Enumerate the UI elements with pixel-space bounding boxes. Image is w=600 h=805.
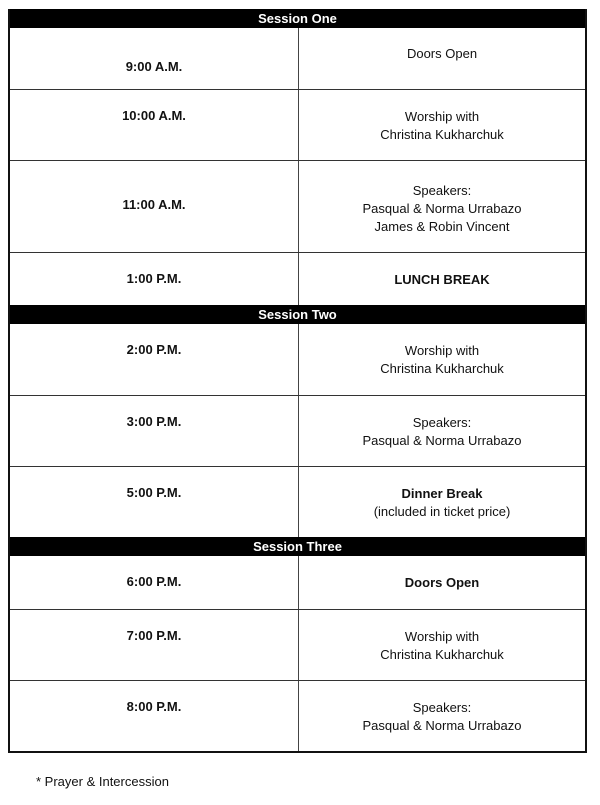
description-cell <box>299 90 585 160</box>
session-header: Session Three <box>10 537 585 556</box>
time-cell: 11:00 A.M. <box>10 161 299 252</box>
session-header: Session Two <box>10 305 585 324</box>
description-cell <box>299 161 585 252</box>
schedule-row <box>10 680 585 751</box>
description-line: Speakers: <box>412 183 472 198</box>
description-line: Doors Open <box>406 46 478 61</box>
description-line: Pasqual & Norma Urrabazo <box>362 718 522 733</box>
schedule-row <box>10 28 585 89</box>
description-cell <box>299 28 585 89</box>
time-cell: 3:00 P.M. <box>10 396 299 466</box>
description-cell <box>299 556 585 609</box>
time-cell: 7:00 P.M. <box>10 610 299 680</box>
description-line: Christina Kukharchuk <box>380 127 504 142</box>
time-cell: 2:00 P.M. <box>10 324 299 395</box>
schedule-row <box>10 556 585 609</box>
description-line: Dinner Break <box>401 486 483 501</box>
description-line: James & Robin Vincent <box>374 219 510 234</box>
time-cell: 1:00 P.M. <box>10 253 299 305</box>
schedule-row <box>10 252 585 305</box>
description-cell <box>299 253 585 305</box>
schedule-table <box>8 9 587 753</box>
session-header: Session One <box>10 9 585 28</box>
description-line: Pasqual & Norma Urrabazo <box>362 433 522 448</box>
description-cell <box>299 396 585 466</box>
description-line: Worship with <box>404 343 480 358</box>
time-cell: 9:00 A.M. <box>10 28 299 89</box>
description-cell <box>299 467 585 537</box>
schedule-row <box>10 324 585 395</box>
footnote: * Prayer & Intercession <box>36 774 169 789</box>
description-line: Speakers: <box>412 700 472 715</box>
description-line: Speakers: <box>412 415 472 430</box>
description-line: (included in ticket price) <box>373 504 511 519</box>
description-line: Worship with <box>404 629 480 644</box>
description-cell <box>299 681 585 751</box>
description-cell <box>299 324 585 395</box>
schedule-row <box>10 395 585 466</box>
time-cell: 8:00 P.M. <box>10 681 299 751</box>
description-line: Doors Open <box>404 575 480 590</box>
description-line: Worship with <box>404 109 480 124</box>
description-line: LUNCH BREAK <box>394 272 490 287</box>
schedule-row <box>10 609 585 680</box>
schedule-row <box>10 466 585 537</box>
description-line: Pasqual & Norma Urrabazo <box>362 201 522 216</box>
description-line: Christina Kukharchuk <box>380 647 504 662</box>
schedule-row <box>10 160 585 252</box>
time-cell: 6:00 P.M. <box>10 556 299 609</box>
description-line: Christina Kukharchuk <box>380 361 504 376</box>
description-cell <box>299 610 585 680</box>
time-cell: 10:00 A.M. <box>10 90 299 160</box>
schedule-row <box>10 89 585 160</box>
time-cell: 5:00 P.M. <box>10 467 299 537</box>
